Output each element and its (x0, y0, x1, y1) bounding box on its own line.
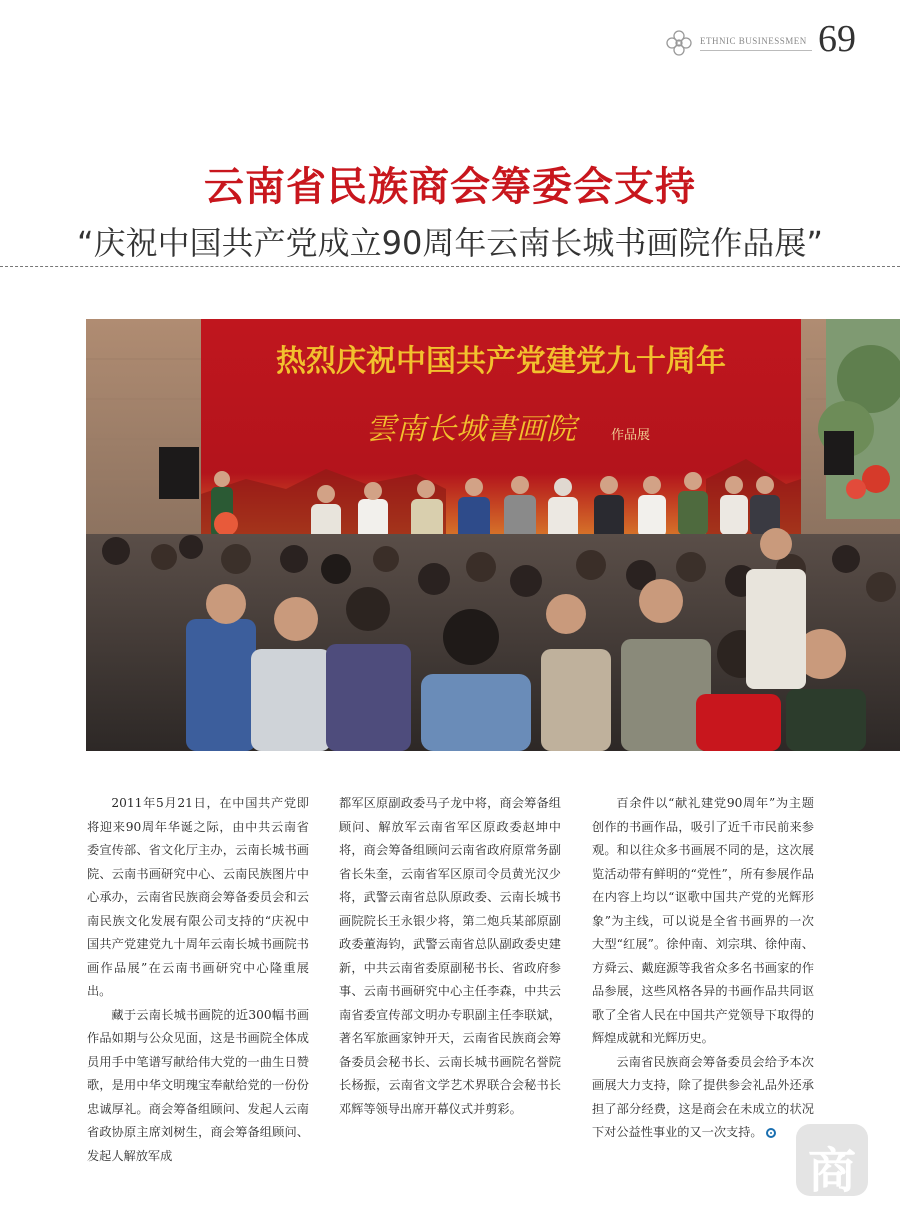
paragraph: 都军区原副政委马子龙中将，商会筹备组顾问、解放军云南省军区原政委赵坤中将，商会筹备组顾问云南省政府原常务副省长朱奎，云南省军区原司令员黄光汉少将，武警云南省总队原政委、云南长城书画院院长王永银少将，第二炮兵某部原副政委董海钧，武警云南省总队副政委史建新，中共云南省委原副秘书长、省政府参事、云南书画研究中心主任李森，中共云南省委宣传部文明办专职副主任李联斌，著名军旅画家钟开天，云南省民族商会筹备委员会秘书长、云南长城书画院名誉院长杨振，云南省文学艺术界联合会秘书长邓辉等领导出席开幕仪式并剪彩。 (339, 796, 561, 1116)
paragraph: 2011年5月21日，在中国共产党即将迎来90周年华诞之际，由中共云南省委宣传部、省文化厅主办，云南长城书画院、云南书画研究中心、云南民族图片中心承办，云南省民族商会筹备委员会和云南民族文化发展有限公司支持的“庆祝中国共产党建党九十周年云南长城书画院书画作品展”在云南书画研究中心隆重展出。 (87, 796, 309, 998)
watermark-glyph: 商 (807, 1143, 856, 1199)
magazine-name: ETHNIC BUSINESSMEN (700, 36, 807, 46)
article-subtitle: “庆祝中国共产党成立90周年云南长城书画院作品展” (77, 224, 823, 262)
banner-headline: 热烈庆祝中国共产党建党九十周年 (276, 344, 726, 379)
text-column-1 (87, 792, 309, 1168)
paragraph (592, 1051, 814, 1145)
event-photo (86, 319, 900, 751)
header-rule (700, 50, 812, 51)
page-number: 69 (818, 18, 856, 60)
left-speaker (159, 447, 199, 499)
article-title: 云南省民族商会筹委会支持 (204, 164, 696, 210)
paragraph: 百余件以“献礼建党90周年”为主题创作的书画作品，吸引了近千市民前来参观。和以往众多书画展不同的是，这次展览活动带有鲜明的“党性”，所有参展作品在内容上均以“讴歌中国共产党的光辉形象”为主线，可以说是全省书画界的一次大型“红展”。徐仲南、刘宗琪、徐仲南、方舜云、戴庭源等我省众多名书画家的作品参展，这些风格各异的书画作品共同讴歌了全省人民在中国共产党领导下取得的辉煌成就和光辉历史。 (592, 796, 814, 1045)
paragraph: 藏于云南长城书画院的近300幅书画作品如期与公众见面，这是书画院全体成员用手中笔谱写献给伟大党的一曲生日赞歌，是用中华文明瑰宝奉献给党的一份份忠诚厚礼。商会筹备组顾问、发起人云南省政协原主席刘树生，商会筹备组顾问、发起人解放军成 (87, 1007, 309, 1163)
banner-exhibition-name: 雲南长城書画院 (366, 412, 576, 447)
publisher-watermark-icon (796, 1124, 868, 1199)
banner-exhibition-suffix: 作品展 (611, 428, 651, 443)
title-divider (0, 266, 900, 267)
right-speaker (824, 431, 854, 475)
text-column-2 (339, 792, 561, 1121)
magazine-logo-icon (664, 28, 694, 58)
closing-paragraph-text: 云南省民族商会筹备委员会给予本次画展大力支持，除了提供参会礼品外还承担了部分经费，这是商会在未成立的状况下对公益性事业的又一次支持。 (592, 1054, 814, 1139)
text-column-3 (592, 792, 814, 1145)
article-end-icon (766, 1128, 776, 1138)
